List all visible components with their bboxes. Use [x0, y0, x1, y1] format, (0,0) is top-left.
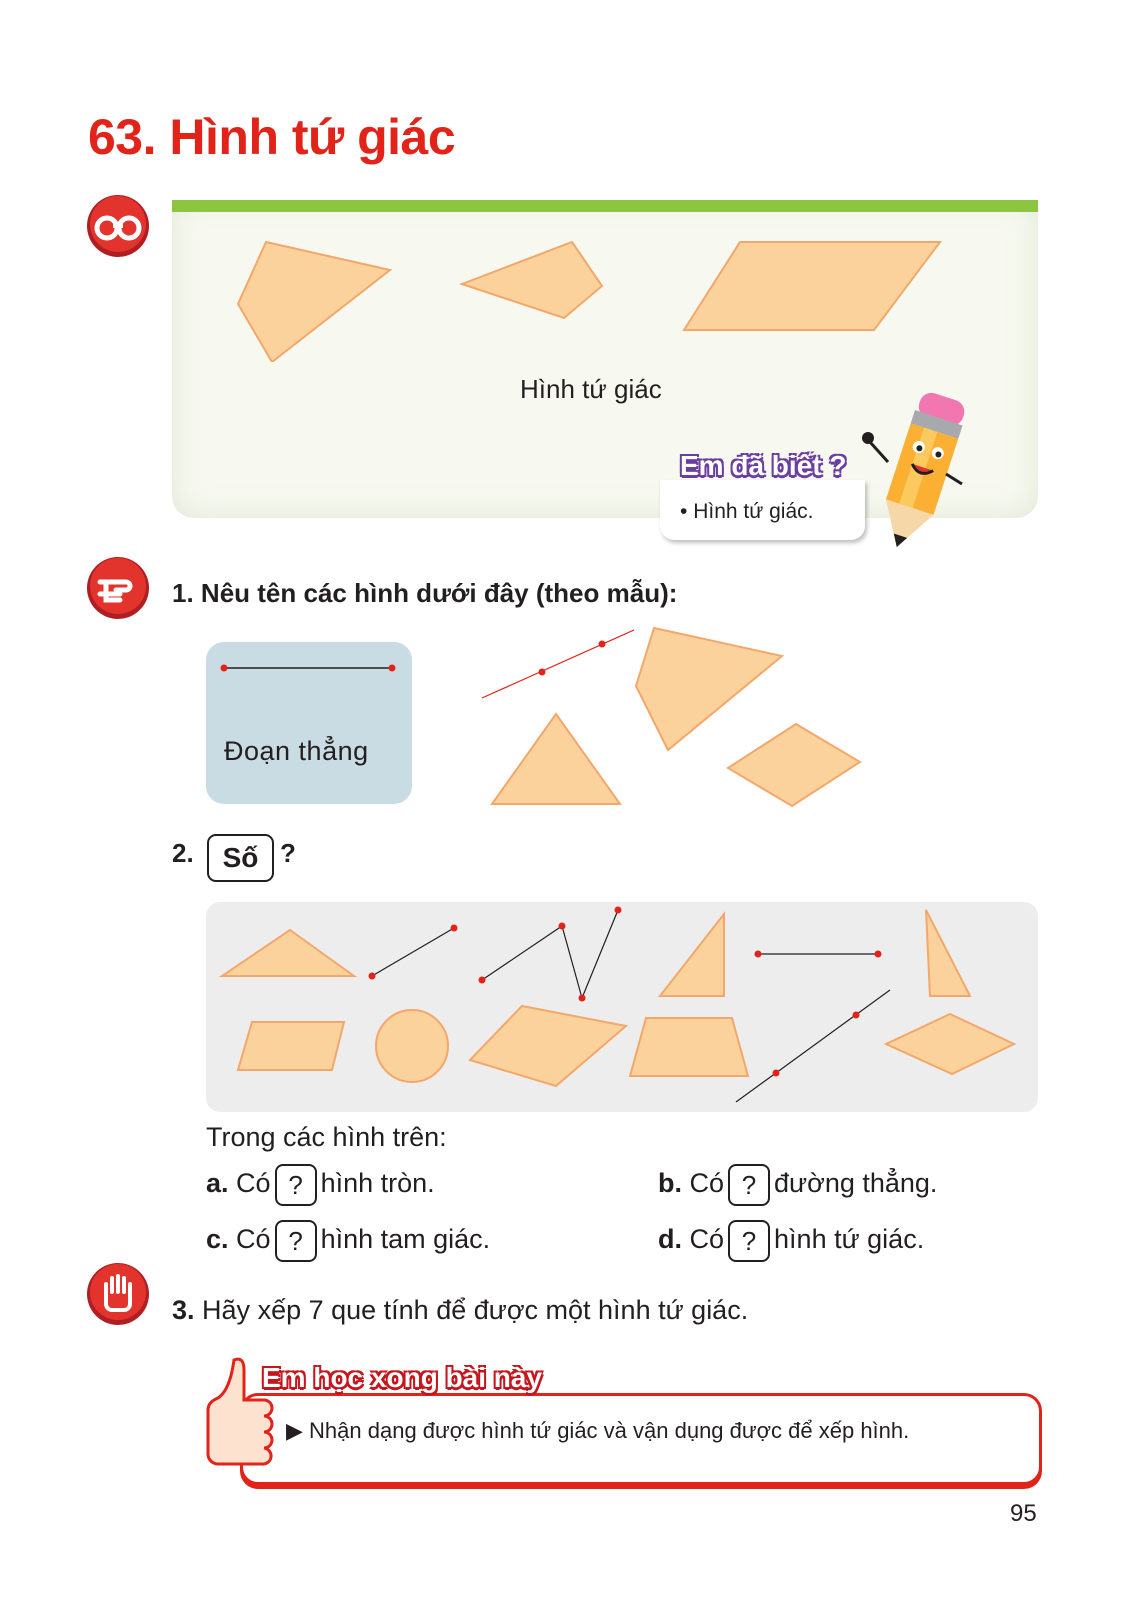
learned-item-text: Nhận dạng được hình tứ giác và vận dụng được để xếp hình. [309, 1418, 910, 1443]
exercise1-prompt [172, 578, 677, 609]
question-letter: b. [658, 1168, 682, 1199]
question-c [206, 1220, 490, 1262]
question-d [658, 1220, 924, 1262]
exercise2-number: 2. [172, 838, 194, 868]
so-badge: Số [207, 834, 274, 882]
segment-shape [369, 925, 458, 980]
question-pre: Có [236, 1168, 271, 1199]
binoculars-icon [86, 194, 150, 258]
rhombus-shape [728, 724, 860, 806]
answer-box[interactable]: ? [275, 1220, 317, 1262]
rhombus-shape [886, 1014, 1014, 1074]
quadrilateral-shape [470, 1006, 626, 1086]
know-title: Em đã biết ? [680, 450, 847, 481]
triangle-shape [492, 714, 620, 804]
triangle-shape [222, 930, 354, 976]
exercise3-number: 3. [172, 1295, 195, 1325]
answer-box[interactable]: ? [728, 1164, 770, 1206]
pointing-hand-icon [86, 556, 150, 620]
page-number: 95 [1010, 1500, 1037, 1527]
sample-segment [206, 642, 412, 702]
exercise2-intro: Trong các hình trên: [206, 1122, 447, 1152]
intro-panel-bar [172, 200, 1038, 212]
exercise3-prompt [172, 1295, 748, 1326]
intro-caption: Hình tứ giác [520, 374, 662, 404]
answer-box[interactable]: ? [275, 1164, 317, 1206]
question-post: hình tròn. [320, 1168, 435, 1199]
line-shape [482, 630, 634, 698]
parallelogram-shape [238, 1022, 344, 1070]
know-item-text: Hình tứ giác. [693, 500, 814, 523]
question-b [658, 1164, 937, 1206]
lesson-title: 63. Hình tứ giác [88, 109, 456, 165]
triangle-shape [926, 910, 970, 996]
pencil-mascot-icon [858, 382, 968, 562]
intro-shapes [172, 212, 1038, 362]
polyline-shape [479, 907, 622, 1002]
exercise3-text: Hãy xếp 7 que tính để được một hình tứ giác. [202, 1295, 749, 1325]
exercise2-question-mark: ? [280, 838, 296, 868]
question-pre: Có [689, 1168, 725, 1199]
sample-label: Đoạn thẳng [224, 736, 369, 766]
hand-fist-icon [86, 1262, 150, 1326]
segment-shape [755, 951, 882, 958]
parallelogram-shape [684, 242, 940, 330]
learned-item [286, 1418, 909, 1444]
exercise1-text: Nêu tên các hình dưới đây (theo mẫu): [200, 578, 678, 608]
question-pre: Có [236, 1224, 271, 1255]
exercise1-shapes [470, 610, 870, 810]
quadrilateral-shape [636, 628, 782, 750]
question-pre: Có [689, 1224, 725, 1255]
circle-shape [376, 1010, 448, 1082]
right-triangle-shape [660, 914, 724, 996]
question-post: hình tứ giác. [774, 1224, 925, 1255]
quadrilateral-shape [238, 242, 390, 362]
answer-box[interactable]: ? [728, 1220, 770, 1262]
line-shape [736, 990, 890, 1102]
question-post: hình tam giác. [320, 1224, 491, 1255]
play-arrow-icon: ▶ [286, 1418, 303, 1443]
learned-title: Em học xong bài này [262, 1362, 543, 1393]
exercise1-number: 1. [172, 578, 194, 608]
trapezoid-shape [630, 1018, 748, 1076]
question-letter: c. [206, 1224, 229, 1255]
question-a [206, 1164, 435, 1206]
know-item: • Hình tứ giác. [680, 500, 814, 523]
question-post: đường thẳng. [774, 1168, 938, 1199]
quadrilateral-shape [462, 242, 602, 318]
question-letter: a. [206, 1168, 229, 1199]
exercise2-shapes [206, 902, 1038, 1112]
question-letter: d. [658, 1224, 682, 1255]
